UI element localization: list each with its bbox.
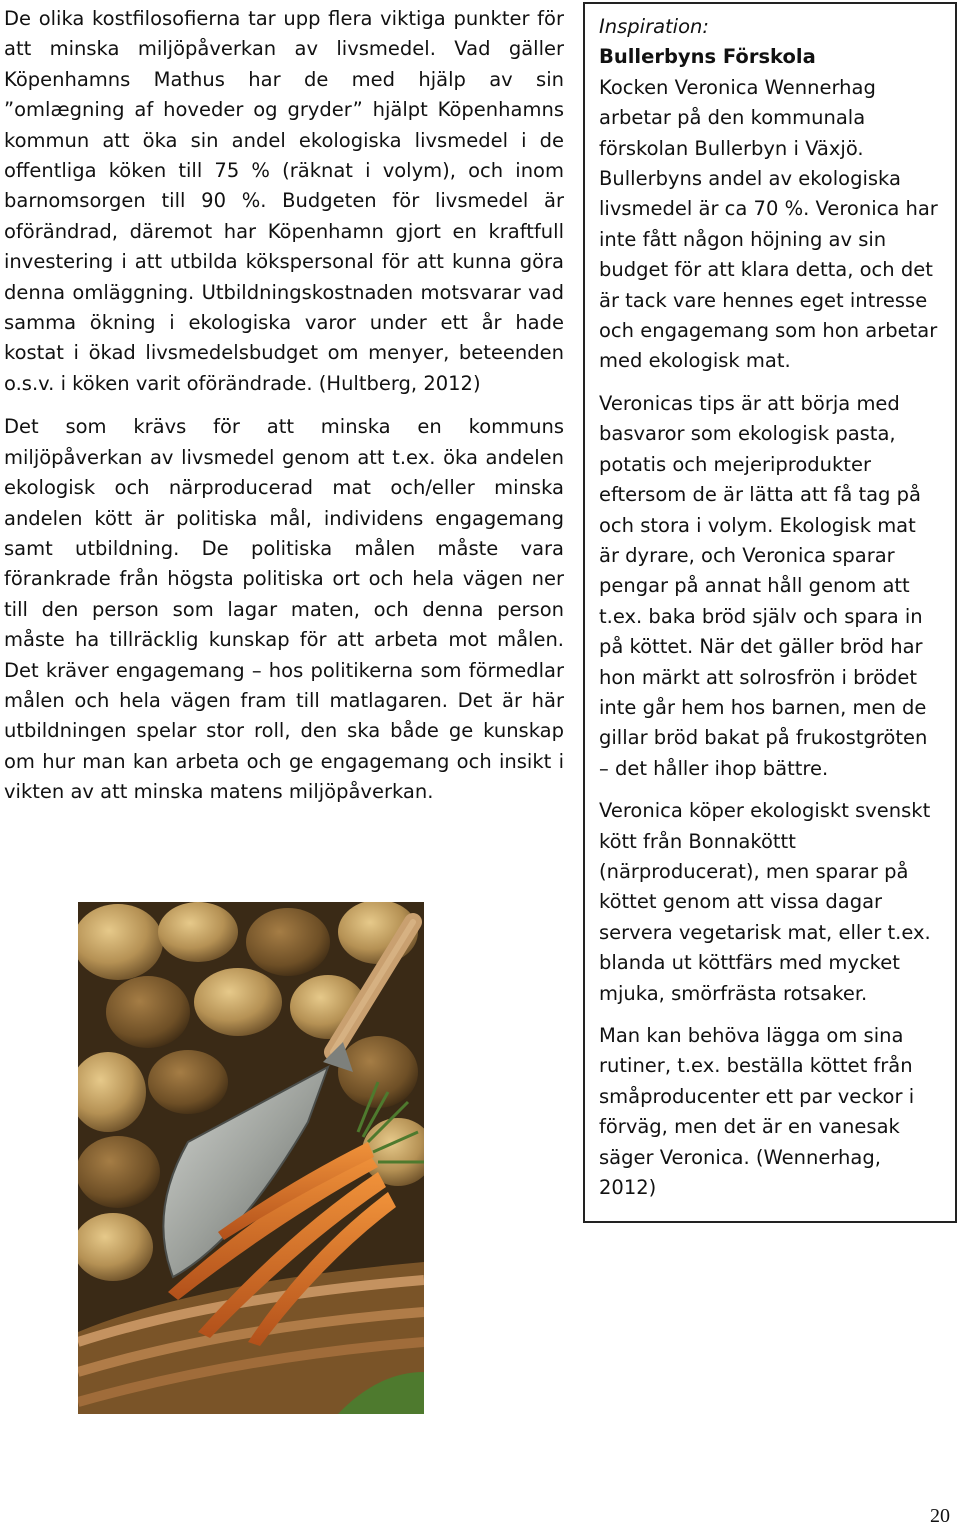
inspiration-intro-text: Kocken Veronica Wennerhag arbetar på den kommunala förskolan Bullerbyn i Växjö. Bullerbyns andel av ekologiska livsmedel är ca 70 %. Veronica har inte fått någon höjning av sin budget för att klara detta, och det är tack vare hennes eget intresse och engagemang som hon arbetar med ekologisk mat.: [599, 75, 938, 373]
inspiration-paragraph-2: Veronica köper ekologiskt svenskt kött från Bonnaköttt (närproducerat), men sparar på köttet genom att vissa dagar servera vegetarisk mat, eller t.ex. blanda ut köttfärs med mycket mjuka, smörfrästa rotsaker.: [599, 799, 931, 1005]
inspiration-paragraph-1: Veronicas tips är att börja med basvaror som ekologisk pasta, potatis och mejeriprodukter eftersom de är lätta att få tag på och stora i volym. Ekologisk mat är dyrare, och Veronica sparar pengar på annat håll genom att t.ex. baka bröd själv och spara in på köttet. När det gäller bröd har hon märkt att solrosfrön i brödet inte går hem hos barnen, men de gillar bröd bakat på frukostgröten – det håller ihop bättre.: [599, 391, 928, 780]
inspiration-kicker: Inspiration:: [599, 15, 709, 38]
inspiration-title: Bullerbyns Förskola: [599, 45, 816, 69]
main-paragraph-1: De olika kostfilosofierna tar upp flera viktiga punkter för att minska miljöpåverkan av livsmedel. Vad gäller Köpenhamns Mathus har de med hjälp av sin ”omlægning af hoveder og gryder” hjälpt Köpenhamns kommun att öka sin andel ekologiska livsmedel i de offentliga köken till 75 % (räknat i volym), och inom barnomsorgen till 90 %. Budgeten för livsmedel är oförändrad, däremot har Köpenhamn gjort en kraftfull investering i att utbilda kökspersonal för att kunna göra denna omläggning. Utbildningskostnaden motsvarar vad samma ökning i ekologiska varor under ett år hade kostat i ökad livsmedelsbudget om menyer, beteenden o.s.v. i köken varit oförändrade. (Hultberg, 2012): [4, 7, 564, 395]
inspiration-intro: [599, 12, 941, 377]
main-text-column: [4, 4, 564, 808]
main-paragraph-2: Det som krävs för att minska en kommuns miljöpåverkan av livsmedel genom att t.ex. öka andelen ekologisk och närproducerad mat och/eller minska andelen kött är politiska mål, individens engagemang samt utbildning. De politiska målen måste vara förankrade från högsta politiska ort och hela vägen ner till den person som lagar maten, och denna person måste ha tillräcklig kunskap för att arbeta mot målen. Det kräver engagemang – hos politikerna som förmedlar målen och hela vägen fram till matlagaren. Det är här utbildningen spelar stor roll, den ska både ge kunskap om hur man kan arbeta och ge engagemang och insikt i vikten av att minska matens miljöpåverkan.: [4, 415, 564, 804]
vegetables-photo: [78, 902, 424, 1414]
inspiration-paragraph-3: Man kan behöva lägga om sina rutiner, t.ex. beställa köttet från småproducenter ett par veckor i förväg, men det är en vanesak säger Veronica. (Wennerhag, 2012): [599, 1024, 915, 1200]
inspiration-box: [583, 2, 957, 1223]
page-number: 20: [930, 1505, 950, 1527]
